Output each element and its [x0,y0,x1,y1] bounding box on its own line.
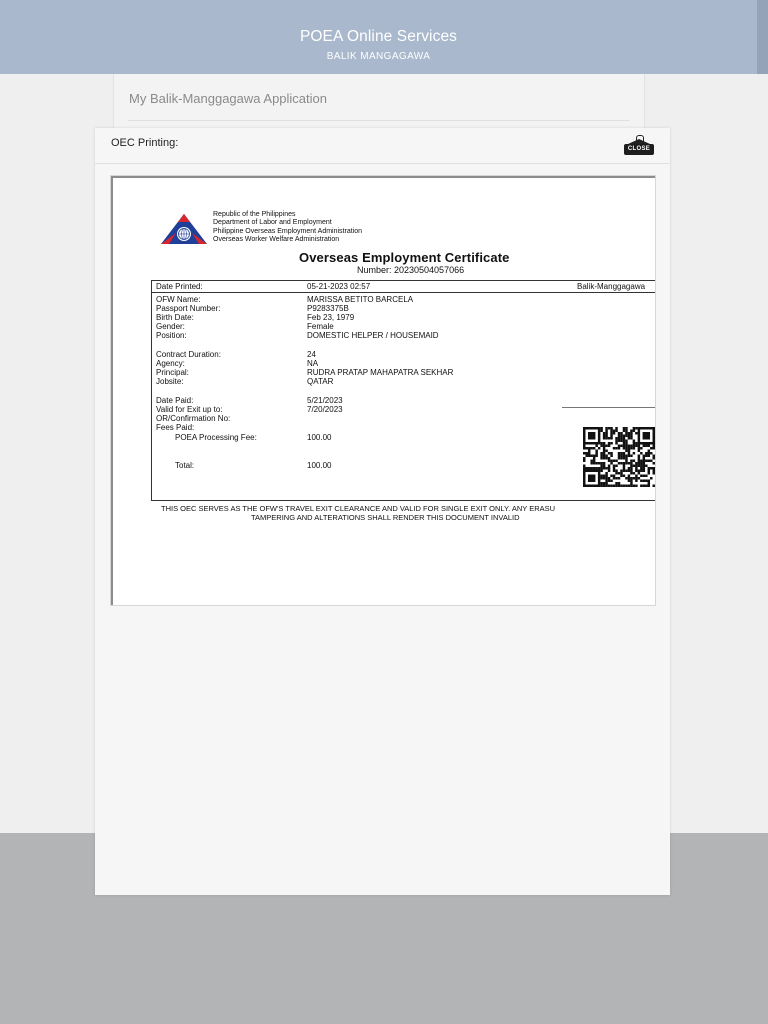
date-printed-row [152,281,656,293]
oec-printing-modal [95,128,670,895]
field-label: Gender: [156,322,185,331]
my-application-link[interactable]: My Balik-Manggagawa Application [129,91,327,106]
field-label: POEA Processing Fee: [175,433,257,442]
field-value: 24 [307,350,316,359]
signature-line [562,407,656,408]
agency-line: Overseas Worker Welfare Administration [213,235,340,243]
modal-title: OEC Printing: [111,137,179,149]
app-subtitle: BALIK MANGAGAWA [326,51,431,62]
certificate-details-box [151,280,656,501]
scrollbar[interactable] [757,0,768,74]
agency-line: Republic of the Philippines [213,211,296,218]
field-value: RUDRA PRATAP MAHAPATRA SEKHAR [307,368,454,377]
field-label: Date Paid: [156,396,194,405]
field-label: Fees Paid: [156,423,195,432]
footer-line-1: THIS OEC SERVES AS THE OFW'S TRAVEL EXIT CLEARANCE AND VALID FOR SINGLE EXIT ONLY. ANY ERASU [161,504,556,513]
field-label: Jobsite: [156,377,184,386]
dole-poea-logo [160,213,208,245]
field-value: Female [307,322,334,331]
field-value: DOMESTIC HELPER / HOUSEMAID [307,331,439,340]
field-value: Feb 23, 1979 [307,313,355,322]
application-panel [113,74,645,130]
divider [128,120,630,121]
date-printed-value: 05-21-2023 02:57 [307,282,371,291]
document-viewer[interactable] [110,175,656,606]
field-label: Passport Number: [156,304,221,313]
modal-header [95,128,670,164]
field-value: 100.00 [307,461,332,470]
certificate-number: Number: 20230504057066 [357,265,465,275]
field-label: Birth Date: [156,313,194,322]
field-value: 7/20/2023 [307,405,343,414]
date-printed-label: Date Printed: [156,282,203,291]
field-label: Position: [156,331,187,340]
field-value: 100.00 [307,433,332,442]
field-label: Agency: [156,359,185,368]
field-label: Principal: [156,368,189,377]
field-value: NA [307,359,319,368]
close-button[interactable] [623,135,655,157]
field-label: Valid for Exit up to: [156,405,223,414]
certificate-title: Overseas Employment Certificate [299,250,510,265]
field-label: Total: [175,461,195,470]
close-sign-icon: CLOSE [624,144,654,155]
agency-line: Department of Labor and Employment [213,219,332,227]
qr-code [583,427,655,487]
app-title: POEA Online Services [299,28,458,45]
field-label: OR/Confirmation No: [156,414,231,423]
oec-document [111,176,655,605]
app-header [0,0,757,74]
agency-line: Philippine Overseas Employment Administration [213,227,363,235]
footer-line-2: TAMPERING AND ALTERATIONS SHALL RENDER THIS DOCUMENT INVALID [251,513,520,522]
program-label: Balik-Manggagawa [577,282,646,291]
field-value: QATAR [307,377,334,386]
field-label: Contract Duration: [156,350,221,359]
field-value: MARISSA BETITO BARCELA [307,295,414,304]
field-value: P9283375B [307,304,349,313]
field-label: OFW Name: [156,295,201,304]
agency-header [213,211,362,244]
field-value: 5/21/2023 [307,396,343,405]
